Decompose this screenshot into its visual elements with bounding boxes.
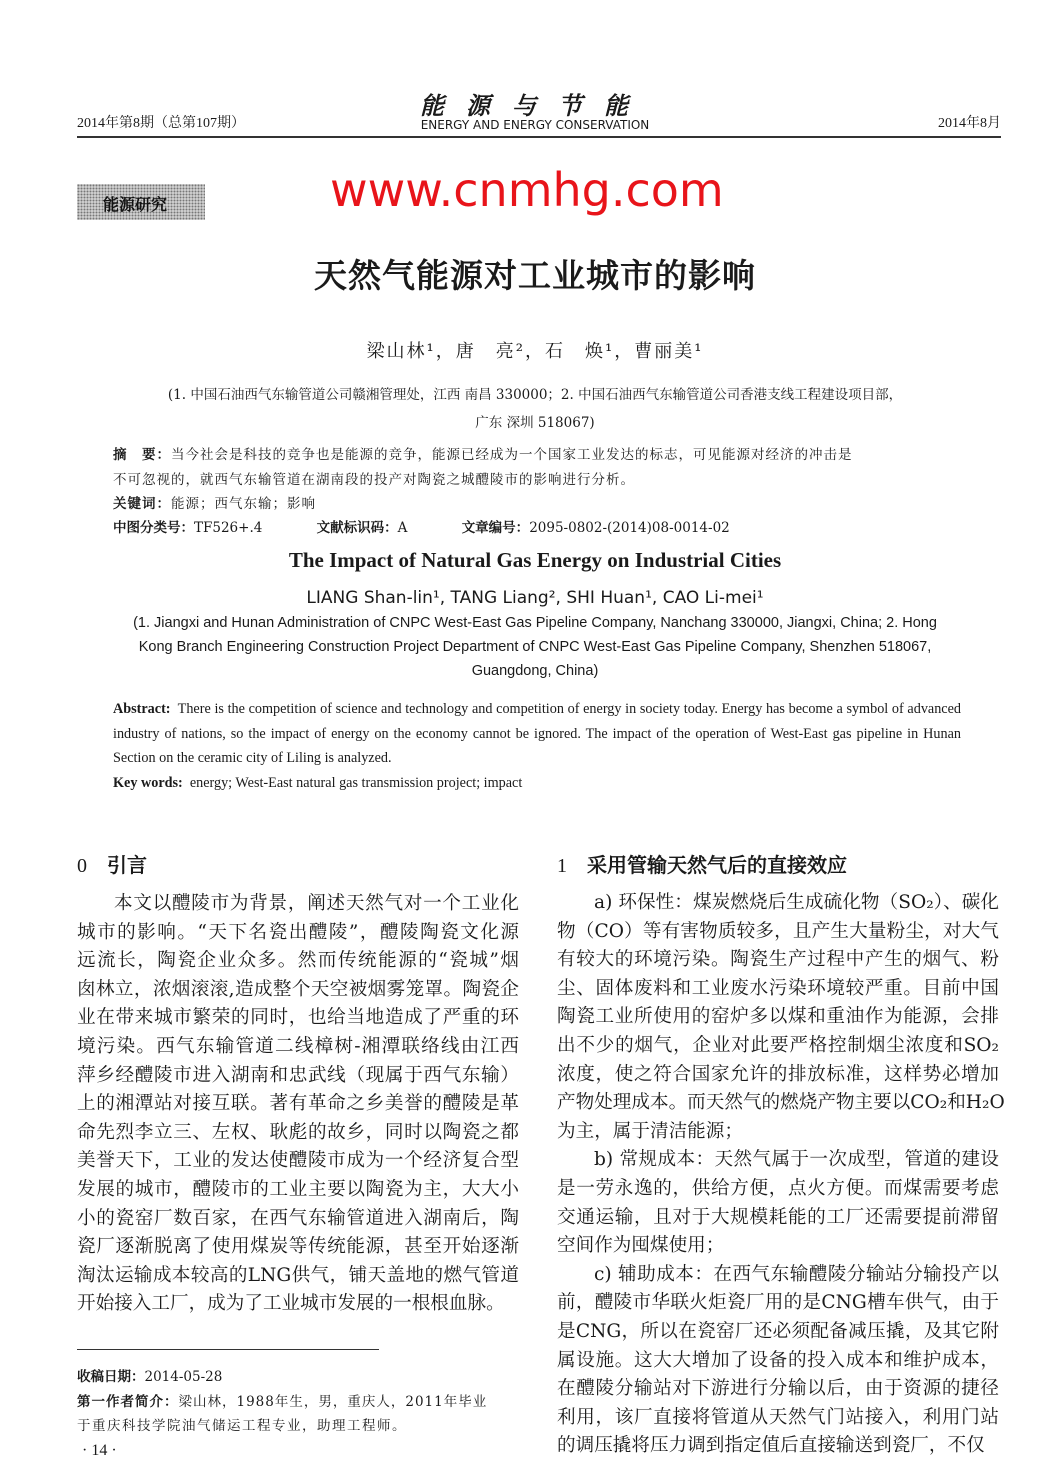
- authors-cn: 梁山林¹，唐 亮²，石 焕¹，曹丽美¹: [366, 341, 704, 362]
- abstract-cn-line: 当今社会是科技的竞争也是能源的竞争，能源已经成为一个国家工业发达的标志，可见能源对经济的冲击是: [171, 447, 853, 463]
- affiliation-en-line: Guangdong, China): [471, 663, 599, 679]
- abstract-en-text: There is the competition of science and technology and competition of energy in society today. Energy has become a symbol of advanced industry of nations, so the impact of energy on the economy cannot be ignored. The impact of the operation of West-East gas pipeline in Hunan Section on the ceramic city of Liling is analyzed.: [113, 701, 961, 766]
- section-title: 引言: [107, 853, 147, 877]
- issue-info: 2014年第8期（总第107期）: [77, 116, 245, 131]
- section-number: 1: [557, 855, 567, 877]
- article-no-label: 文章编号：: [461, 520, 530, 536]
- keywords-cn-label: 关键词：: [113, 496, 171, 512]
- section-heading-1: [557, 849, 847, 878]
- issue-date: 2014年8月: [938, 116, 1001, 131]
- body-column-right: [557, 889, 1005, 1461]
- body-text-line: 淘汰运输成本较高的LNG供气，铺天盖地的燃气管道: [77, 1264, 519, 1286]
- page-title: 天然气能源对工业城市的影响: [314, 256, 756, 295]
- body-text-line: 瓷厂逐渐脱离了使用煤炭等传统能源，甚至开始逐渐: [77, 1236, 519, 1258]
- received-label: 收稿日期：: [77, 1369, 145, 1385]
- affiliation-cn-line: 广东 深圳 518067): [475, 415, 595, 431]
- body-text-line: 尘、固体废料和工业废水污染环境较严重。目前中国: [557, 977, 999, 999]
- body-text-line: 是一劳永逸的，供给方便，点火方便。而煤需要考虑: [557, 1177, 999, 1199]
- author-bio-line: 梁山林，1988年生，男，重庆人，2011年毕业: [178, 1394, 488, 1410]
- article-no-value: 2095-0802-(2014)08-0014-02: [529, 520, 730, 536]
- body-text-line: 前，醴陵市华联火炬瓷厂用的是CNG槽车供气，由于: [557, 1292, 999, 1314]
- body-column-left: [77, 890, 519, 1319]
- body-text-line: 出不少的烟气，企业对此要严格控制烟尘浓度和SO₂: [557, 1034, 999, 1056]
- body-text-line: a) 环保性：煤炭燃烧后生成硫化物（SO₂）、碳化: [594, 892, 999, 913]
- body-text-line: 远流长，陶瓷企业众多。然而传统能源的“瓷城”烟: [77, 950, 519, 972]
- keywords-cn-value: 能源；西气东输；影响: [171, 496, 316, 512]
- body-text-line: 本文以醴陵市为背景，阐述天然气对一个工业化: [114, 893, 519, 914]
- doc-code-label: 文献标识码：: [316, 520, 398, 536]
- body-text-line: 利用，该厂直接将管道从天然气门站接入，利用门站: [557, 1406, 999, 1428]
- body-text-line: 业在带来城市繁荣的同时，也给当地造成了严重的环: [77, 1007, 519, 1029]
- body-text-line: 上的湘潭站对接互联。著有革命之乡美誉的醴陵是革: [77, 1093, 519, 1115]
- watermark-text: www.cnmhg.com: [330, 163, 724, 217]
- body-text-line: 的调压撬将压力调到指定值后直接输送到瓷厂，不仅: [557, 1435, 985, 1457]
- body-text-line: 囱林立，浓烟滚滚,造成整个天空被烟雾笼罩。陶瓷企: [77, 978, 519, 1000]
- author-bio-line: 于重庆科技学院油气储运工程专业，助理工程师。: [77, 1418, 407, 1434]
- received-value: 2014-05-28: [144, 1369, 223, 1385]
- doc-code-value: A: [397, 520, 408, 536]
- abstract-en-label: Abstract:: [113, 701, 171, 717]
- body-text-line: 交通运输，且对于大规模耗能的工厂还需要提前滞留: [557, 1206, 999, 1228]
- keywords-en-label: Key words:: [113, 774, 183, 791]
- body-text-line: 境污染。西气东输管道二线樟树-湘潭联络线由江西: [77, 1035, 519, 1057]
- header-rule: [77, 136, 1001, 138]
- keywords-cn: [113, 492, 961, 512]
- body-text-line: 美誉天下，工业的发达使醴陵市成为一个经济复合型: [77, 1150, 519, 1172]
- body-text-line: 浓度，使之符合国家允许的排放标准，这样势必增加: [557, 1063, 999, 1085]
- page-number: · 14 ·: [82, 1442, 117, 1459]
- body-text-line: 萍乡经醴陵市进入湖南和忠武线（现属于西气东输）: [77, 1064, 519, 1086]
- body-text-line: 陶瓷工业所使用的窑炉多以煤和重油作为能源，会排: [557, 1006, 999, 1028]
- body-text-line: 属设施。这大大增加了设备的投入成本和维护成本，: [557, 1349, 999, 1371]
- affiliation-en-line: (1. Jiangxi and Hunan Administration of CNPC West-East Gas Pipeline Company, Nanchang 330000, Jiangxi, China; 2. Hong: [133, 615, 937, 631]
- body-text-line: 空间作为囤煤使用；: [557, 1235, 725, 1257]
- body-text-line: 为主，属于清洁能源；: [557, 1120, 743, 1142]
- body-text-line: 城市的影响。“天下名瓷出醴陵”，醴陵陶瓷文化源: [77, 921, 519, 943]
- body-text-line: b) 常规成本：天然气属于一次成型，管道的建设: [594, 1149, 999, 1171]
- body-text-line: 命先烈李立三、左权、耿彪的故乡，同时以陶瓷之都: [77, 1121, 519, 1143]
- abstract-cn: [113, 443, 961, 463]
- body-text-line: 是CNG，所以在瓷窑厂还必须配备减压撬，及其它附: [557, 1320, 999, 1342]
- abstract-cn-line: 不可忽视的，就西气东输管道在湖南段的投产对陶瓷之城醴陵市的影响进行分析。: [113, 472, 635, 488]
- affiliation-cn-line: (1. 中国石油西气东输管道公司赣湘管理处，江西 南昌 330000；2. 中国石油西气东输管道公司香港支线工程建设项目部，: [167, 387, 903, 403]
- body-text-line: 物（CO）等有害物质较多，且产生大量粉尘，对大气: [557, 920, 999, 942]
- body-text-line: 小的瓷窑厂数百家，在西气东输管道进入湖南后，陶: [77, 1207, 519, 1229]
- section-number: 0: [77, 855, 87, 877]
- section-heading-0: [77, 849, 147, 878]
- body-text-line: 有较大的环境污染。陶瓷生产过程中产生的烟气、粉: [557, 949, 999, 971]
- body-text-line: 发展的城市，醴陵市的工业主要以陶瓷为主，大大小: [77, 1178, 519, 1200]
- abstract-en: [113, 697, 961, 795]
- journal-name-en: ENERGY AND ENERGY CONSERVATION: [420, 118, 650, 132]
- body-text-line: c) 辅助成本：在西气东输醴陵分输站分输投产以: [594, 1263, 999, 1285]
- abstract-cn-label: 摘 要：: [113, 447, 171, 463]
- body-text-line: 在醴陵分输站对下游进行分输以后，由于资源的捷径: [557, 1378, 999, 1400]
- author-bio: [77, 1390, 487, 1410]
- author-bio-label: 第一作者简介：: [77, 1394, 179, 1410]
- clc-label: 中图分类号：: [113, 520, 194, 536]
- footnote-rule: [77, 1349, 379, 1350]
- section-title: 采用管输天然气后的直接效应: [587, 853, 847, 877]
- section-tag-label: 能源研究: [103, 195, 168, 214]
- journal-logo-cn: 能源与节能: [420, 94, 650, 120]
- body-text-line: 产物处理成本。而天然气的燃烧产物主要以CO₂和H₂O: [557, 1092, 1005, 1114]
- keywords-en-value: energy; West-East natural gas transmission project; impact: [189, 774, 523, 791]
- title-en: The Impact of Natural Gas Energy on Industrial Cities: [288, 548, 782, 572]
- classification-row: [113, 516, 730, 536]
- section-tag: [77, 184, 205, 220]
- clc-value: TF526+.4: [194, 520, 263, 536]
- body-text-line: 开始接入工厂，成为了工业城市发展的一根根血脉。: [77, 1293, 505, 1315]
- authors-en: LIANG Shan-lin¹, TANG Liang², SHI Huan¹, CAO Li-mei¹: [306, 588, 764, 608]
- affiliation-en-line: Kong Branch Engineering Construction Project Department of CNPC West-East Gas Pipeline Company, Shenzhen 518067,: [138, 639, 932, 655]
- received-date: [77, 1365, 222, 1385]
